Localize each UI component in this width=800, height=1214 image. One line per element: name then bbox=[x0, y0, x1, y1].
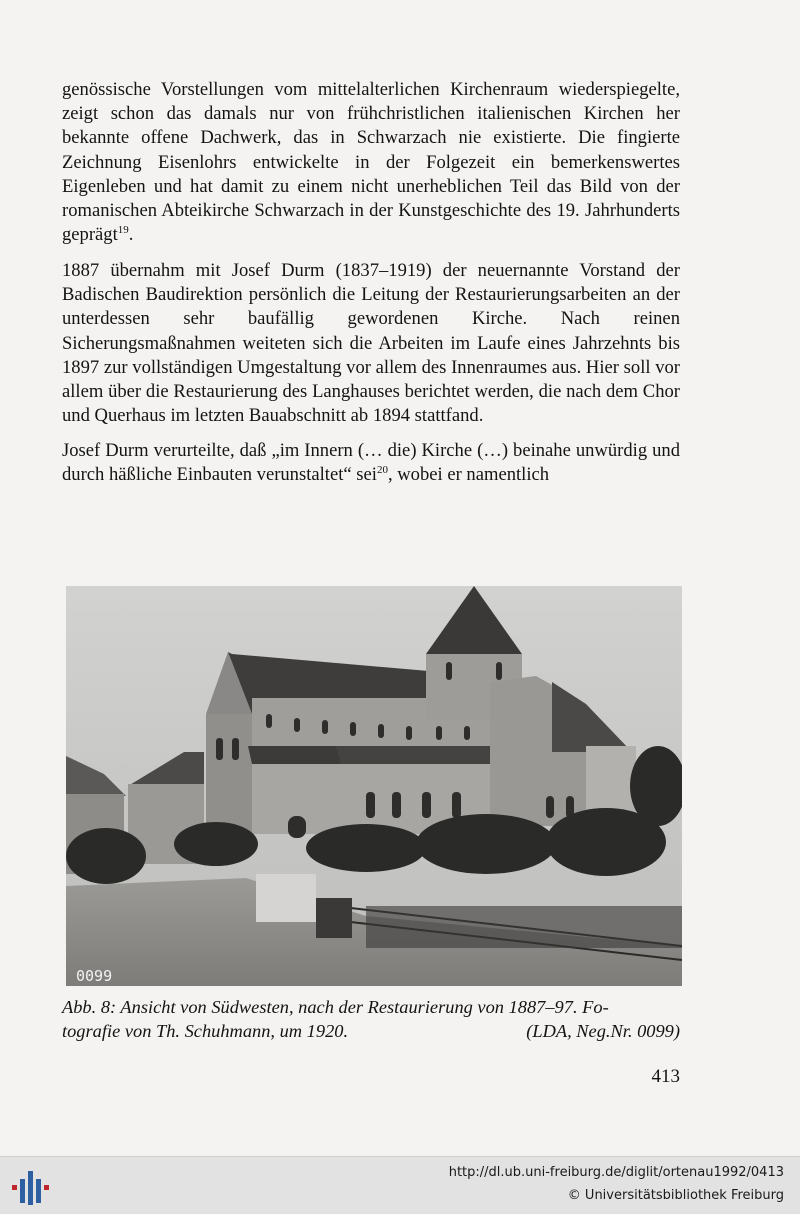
footnote-ref-19[interactable]: 19 bbox=[117, 224, 129, 237]
source-url-link[interactable]: http://dl.ub.uni-freiburg.de/diglit/ortenau1992/0413 bbox=[448, 1165, 784, 1180]
church-photograph-image bbox=[66, 586, 682, 986]
caption-credit: (LDA, Neg.Nr. 0099) bbox=[526, 1020, 680, 1041]
paragraph-1 bbox=[62, 78, 680, 247]
ub-freiburg-logo-icon[interactable] bbox=[8, 1163, 52, 1209]
copyright-notice: © Universitätsbibliothek Freiburg bbox=[567, 1188, 784, 1203]
footnote-ref-20[interactable]: 20 bbox=[376, 464, 388, 477]
figure-caption bbox=[62, 996, 680, 1043]
church-photograph bbox=[66, 586, 682, 986]
paragraph-3-text: Josef Durm verurteilte, daß „im Innern (… die) Kirche (…) beinahe unwürdig und durch häßliche Einbauten verunstaltet“ sei bbox=[62, 440, 680, 486]
caption-line-1: Abb. 8: Ansicht von Südwesten, nach der Restaurierung von 1887–97. Fo- bbox=[62, 997, 609, 1017]
plate-number: 0099 bbox=[76, 967, 113, 985]
page-number: 413 bbox=[651, 1066, 680, 1087]
paragraph-1-text: genössische Vorstellungen vom mittelalterlichen Kirchenraum wiederspiegelte, zeigt schon das damals nur von frühchristlichen italienischen Kirchen her bekannte offene Dachwerk, das in Schwarzach nie existierte. Die fingierte Zeichnung Eisenlohrs entwickelte in der Folgezeit ein bemerkenswertes Eigenleben und hat damit zu einem nicht unerheblichen Teil das Bild von der romanischen Abteikirche Schwarzach in der Kunstgeschichte des 19. Jahrhunderts geprägt bbox=[62, 79, 680, 246]
caption-line-2-left: tografie von Th. Schuhmann, um 1920. bbox=[62, 1020, 349, 1041]
paragraph-3 bbox=[62, 439, 680, 487]
footer-bar bbox=[0, 1156, 800, 1214]
paragraph-1-end: . bbox=[128, 224, 134, 246]
paragraph-3-end: , wobei er namentlich bbox=[387, 464, 550, 486]
paragraph-2: 1887 übernahm mit Josef Durm (1837–1919) der neuernannte Vorstand der Badischen Baudirektion persönlich die Leitung der Restaurierungsarbeiten an der unterdessen sehr baufällig gewordenen Kirche. Nach reinen Sicherungsmaßnahmen weiteten sich die Arbeiten im Laufe eines Jahrzehnts bis 1897 zur vollständigen Umgestaltung vor allem des Innenraumes aus. Hier soll vor allem über die Restaurierung des Langhauses berichtet werden, die nach dem Chor und Querhaus im letzten Bauabschnitt ab 1894 stattfand. bbox=[62, 260, 680, 427]
caption-line-2 bbox=[62, 1020, 680, 1044]
